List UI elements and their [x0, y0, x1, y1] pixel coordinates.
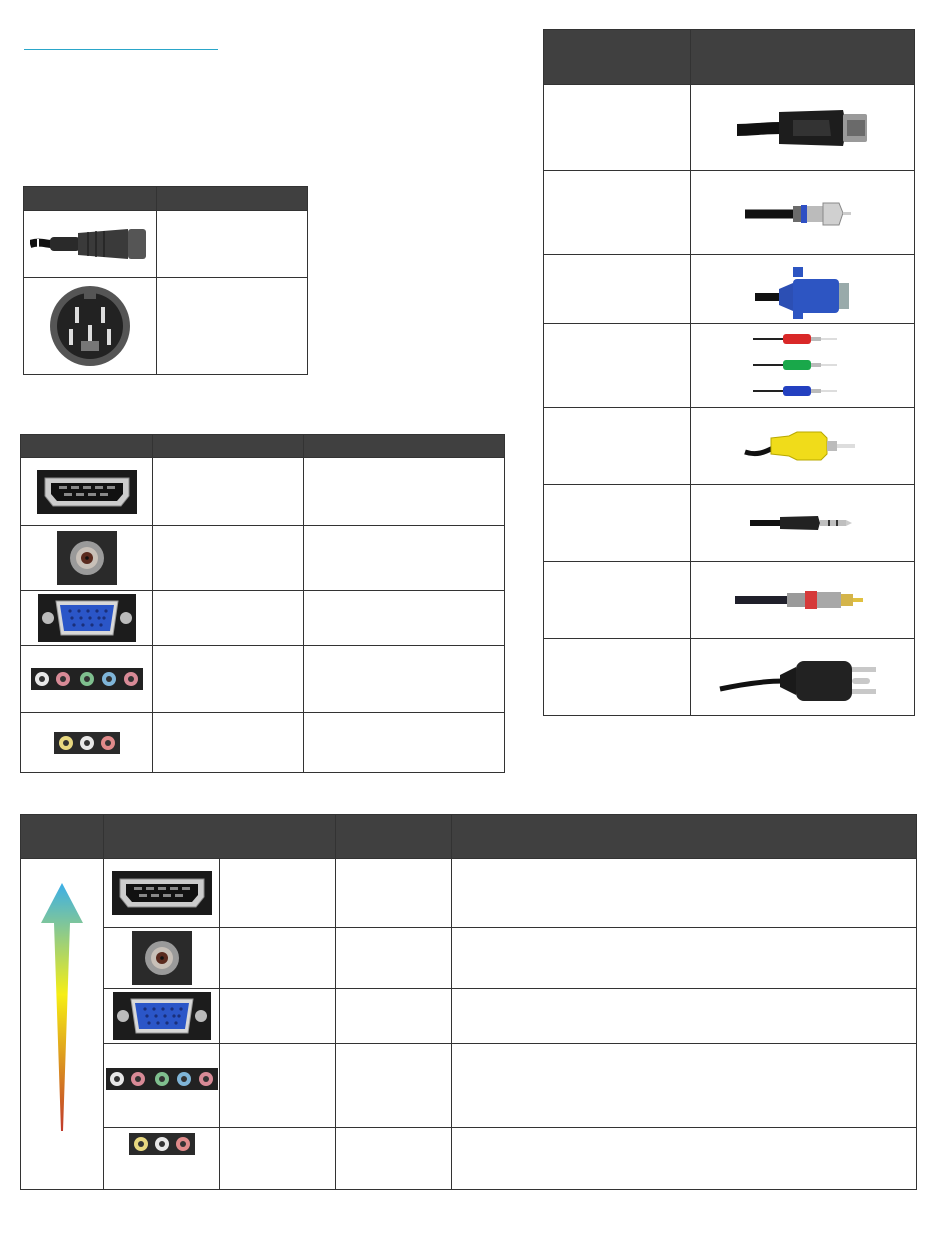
arrow-cell: [21, 859, 104, 1190]
vga-port-icon: [21, 594, 152, 642]
table-row: [21, 859, 917, 928]
table-row: [21, 526, 505, 591]
table-row: [21, 591, 505, 646]
component-ports-icon: [21, 668, 152, 690]
component-ports-icon: [104, 1068, 219, 1090]
image-cell: [21, 591, 153, 646]
image-cell: [691, 562, 915, 639]
image-cell: [24, 278, 157, 375]
cables-table: [543, 29, 915, 716]
image-cell: [691, 85, 915, 171]
text-cell: [220, 859, 336, 928]
image-cell: [691, 324, 915, 408]
table-header-row: [21, 435, 505, 458]
table-row: [24, 278, 308, 375]
table-row: [544, 324, 915, 408]
text-cell: [304, 526, 505, 591]
component-cable-icon: [691, 328, 914, 404]
quality-gradient-arrow-icon: [21, 879, 103, 1139]
adapter-table: [23, 186, 308, 375]
coax-port-icon: [21, 531, 152, 585]
text-cell: [336, 928, 452, 989]
text-cell: [157, 211, 308, 278]
text-cell: [304, 713, 505, 773]
text-cell: [153, 646, 304, 713]
table-header-row: [21, 815, 917, 859]
table-row: [21, 989, 917, 1044]
audio-3-5mm-cable-icon: [691, 512, 914, 534]
image-cell: [691, 408, 915, 485]
text-cell: [544, 639, 691, 716]
image-cell: [104, 1128, 220, 1190]
text-cell: [304, 458, 505, 526]
digital-coax-audio-cable-icon: [691, 585, 914, 615]
header-cell: [452, 815, 917, 859]
image-cell: [104, 859, 220, 928]
image-cell: [21, 526, 153, 591]
hdmi-cable-icon: [691, 100, 914, 156]
text-cell: [544, 485, 691, 562]
text-cell: [544, 255, 691, 324]
header-cell: [544, 30, 691, 85]
text-cell: [544, 85, 691, 171]
composite-ports-icon: [104, 1133, 219, 1155]
header-cell: [157, 187, 308, 211]
header-cell: [104, 815, 336, 859]
text-cell: [544, 408, 691, 485]
hdmi-port-icon: [21, 470, 152, 514]
text-cell: [153, 458, 304, 526]
table-row: [21, 713, 505, 773]
header-cell: [336, 815, 452, 859]
text-cell: [452, 859, 917, 928]
table-row: [21, 646, 505, 713]
header-cell: [691, 30, 915, 85]
table-row: [544, 408, 915, 485]
text-cell: [336, 859, 452, 928]
table-row: [544, 85, 915, 171]
ports-table: [20, 434, 505, 773]
header-cell: [24, 187, 157, 211]
coax-cable-icon: [691, 197, 914, 229]
header-cell: [21, 435, 153, 458]
quality-table: [20, 814, 917, 1190]
text-cell: [304, 646, 505, 713]
header-cell: [153, 435, 304, 458]
coax-port-icon: [104, 931, 219, 985]
image-cell: [21, 713, 153, 773]
image-cell: [691, 639, 915, 716]
text-cell: [452, 989, 917, 1044]
text-cell: [452, 1128, 917, 1190]
table-row: [24, 211, 308, 278]
image-cell: [104, 928, 220, 989]
text-cell: [153, 591, 304, 646]
table-row: [21, 1128, 917, 1190]
text-cell: [544, 562, 691, 639]
image-cell: [104, 1044, 220, 1128]
hdmi-port-icon: [104, 871, 219, 915]
vga-cable-icon: [691, 259, 914, 319]
table-row: [544, 562, 915, 639]
image-cell: [24, 211, 157, 278]
image-cell: [21, 458, 153, 526]
table-row: [21, 458, 505, 526]
text-cell: [452, 1044, 917, 1128]
table-row: [544, 485, 915, 562]
power-cord-icon: [691, 649, 914, 705]
text-cell: [336, 1044, 452, 1128]
s-video-connector-pins-icon: [24, 281, 156, 371]
image-cell: [691, 485, 915, 562]
text-cell: [153, 713, 304, 773]
text-cell: [157, 278, 308, 375]
text-cell: [544, 171, 691, 255]
text-cell: [336, 989, 452, 1044]
table-header-row: [544, 30, 915, 85]
text-cell: [452, 928, 917, 989]
table-row: [21, 1044, 917, 1128]
vga-port-icon: [104, 992, 219, 1040]
text-cell: [544, 324, 691, 408]
image-cell: [691, 171, 915, 255]
text-cell: [304, 591, 505, 646]
text-cell: [336, 1128, 452, 1190]
image-cell: [691, 255, 915, 324]
table-header-row: [24, 187, 308, 211]
table-row: [21, 928, 917, 989]
image-cell: [104, 989, 220, 1044]
header-cell: [304, 435, 505, 458]
text-cell: [220, 1128, 336, 1190]
table-row: [544, 171, 915, 255]
table-row: [544, 639, 915, 716]
text-cell: [220, 928, 336, 989]
composite-cable-icon: [691, 428, 914, 464]
hyperlink-underline[interactable]: [24, 49, 218, 50]
image-cell: [21, 646, 153, 713]
text-cell: [220, 1044, 336, 1128]
text-cell: [153, 526, 304, 591]
composite-ports-icon: [21, 732, 152, 754]
table-row: [544, 255, 915, 324]
header-cell: [21, 815, 104, 859]
s-video-cable-plug-icon: [24, 217, 156, 271]
text-cell: [220, 989, 336, 1044]
